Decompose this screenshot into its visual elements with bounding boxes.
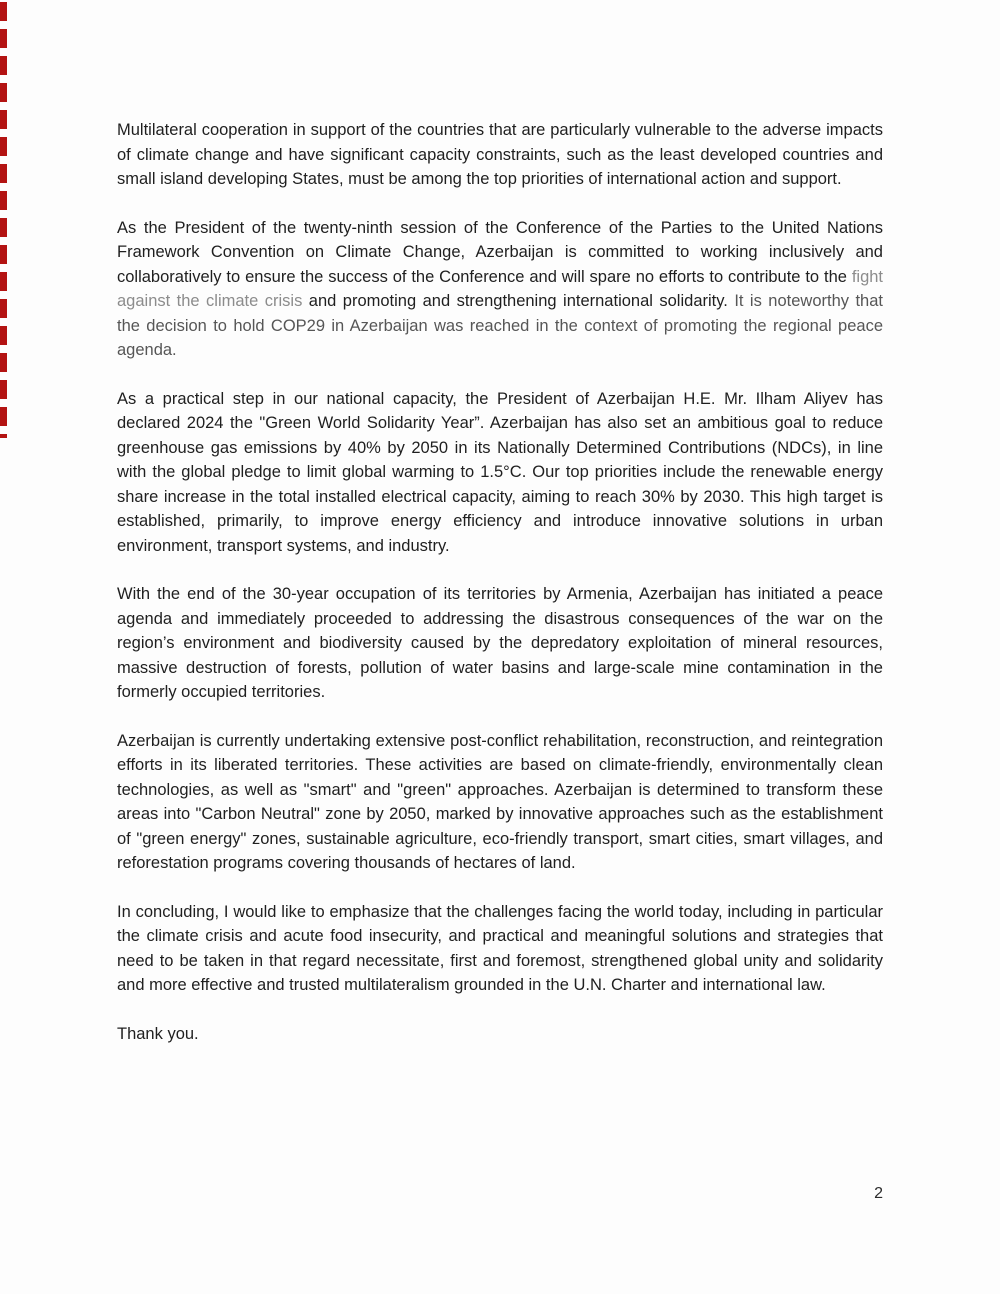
- torn-edge-marks: [0, 2, 7, 438]
- paragraph: [117, 582, 883, 705]
- text-segment-normal: With the end of the 30-year occupation of its territories by Armenia, Azerbaijan has initiated a peace agenda and immediately proceeded to addressing the disastrous consequences of the war on the region’s environment and biodiversity caused by the depredatory exploitation of mineral resources, massive destruction of forests, pollution of water basins and large-scale mine contamination in the formerly occupied territories.: [117, 585, 883, 701]
- text-segment-normal: Azerbaijan is currently undertaking extensive post-conflict rehabilitation, reconstruction, and reintegration efforts in its liberated territories. These activities are based on climate-friendly, environmentally clean technologies, as well as "smart" and "green" approaches. Azerbaijan is determined to transform these areas into "Carbon Neutral" zone by 2050, marked by innovative approaches such as the establishment of "green energy" zones, sustainable agriculture, eco-friendly transport, smart cities, smart villages, and reforestation programs covering thousands of hectares of land.: [117, 731, 883, 872]
- page-number: 2: [874, 1185, 883, 1202]
- closing-line: Thank you.: [117, 1024, 199, 1043]
- paragraph: [117, 118, 883, 192]
- paragraph: [117, 729, 883, 876]
- text-segment-normal: As the President of the twenty-ninth session of the Conference of the Parties to the United Nations Framework Convention on Climate Change, Azerbaijan is committed to working inclusively and collaboratively to ensure the success of the Conference and will spare no efforts to contribute to the: [117, 218, 883, 286]
- text-segment-normal: and promoting and strengthening international solidarity.: [302, 292, 735, 310]
- document-content: [117, 118, 883, 1046]
- paragraph: [117, 216, 883, 363]
- text-segment-normal: As a practical step in our national capacity, the President of Azerbaijan H.E. Mr. Ilham Aliyev has declared 2024 the "Green World Solidarity Year”. Azerbaijan has also set an ambitious goal to reduce greenhouse gas emissions by 40% by 2050 in its Nationally Determined Contributions (NDCs), in line with the global pledge to limit global warming to 1.5°C. Our top priorities include the renewable energy share increase in the total installed electrical capacity, aiming to reach 30% by 2030. This high target is established, primarily, to improve energy efficiency and introduce innovative solutions in urban environment, transport systems, and industry.: [117, 389, 883, 555]
- paragraph: [117, 900, 883, 998]
- text-segment-normal: In concluding, I would like to emphasize that the challenges facing the world today, including in particular the climate crisis and acute food insecurity, and practical and meaningful solutions and strategies that need to be taken in that regard necessitate, first and foremost, strengthened global unity and solidarity and more effective and trusted multilateralism grounded in the U.N. Charter and international law.: [117, 902, 883, 994]
- paragraphs-container: [117, 118, 883, 998]
- paragraph: [117, 387, 883, 559]
- text-segment-normal: Multilateral cooperation in support of the countries that are particularly vulnerable to the adverse impacts of climate change and have significant capacity constraints, such as the least developed countries and small island developing States, must be among the top priorities of international action and support.: [117, 121, 883, 188]
- text-segment-faded: fight against the climate crisis: [117, 267, 883, 310]
- text-segment-muted: It is noteworthy that the decision to hold COP29 in Azerbaijan was reached in the context of promoting the regional peace agenda.: [117, 292, 883, 359]
